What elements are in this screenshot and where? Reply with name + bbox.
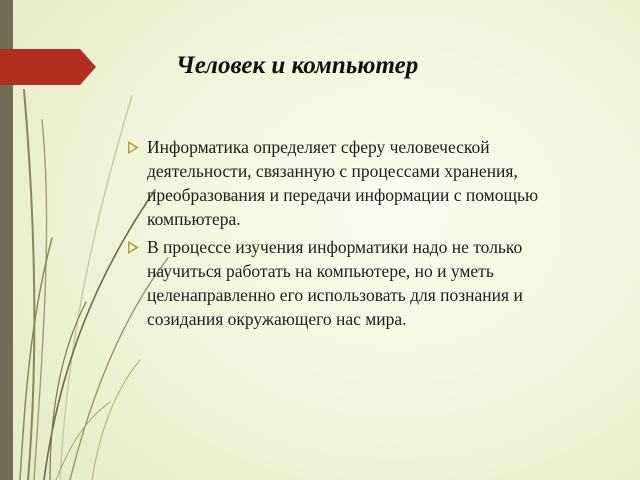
bullet-text: В процессе изучения информатики надо не только научиться работать на компьютере, но и уметь целенаправленно его использовать для познания и созидания окружающего нас мира. bbox=[147, 237, 523, 329]
bullet-text: Информатика определяет сферу человеческой деятельности, связанную с процессами хранения, преобразования и передачи информации с помощью компьютера. bbox=[147, 137, 539, 229]
bullet-item bbox=[128, 135, 588, 231]
grass-stem bbox=[56, 402, 110, 480]
grass-stem bbox=[34, 120, 47, 480]
slide-title: Человек и компьютер bbox=[176, 52, 419, 79]
grass-stem bbox=[92, 360, 140, 480]
title-accent-flag bbox=[0, 49, 96, 85]
triangle-bullet-icon bbox=[128, 141, 139, 154]
grass-stem bbox=[24, 90, 34, 480]
triangle-bullet-icon bbox=[128, 241, 139, 254]
bullet-item bbox=[128, 235, 588, 331]
grass-stem bbox=[60, 96, 132, 480]
bullet-list bbox=[128, 135, 588, 335]
